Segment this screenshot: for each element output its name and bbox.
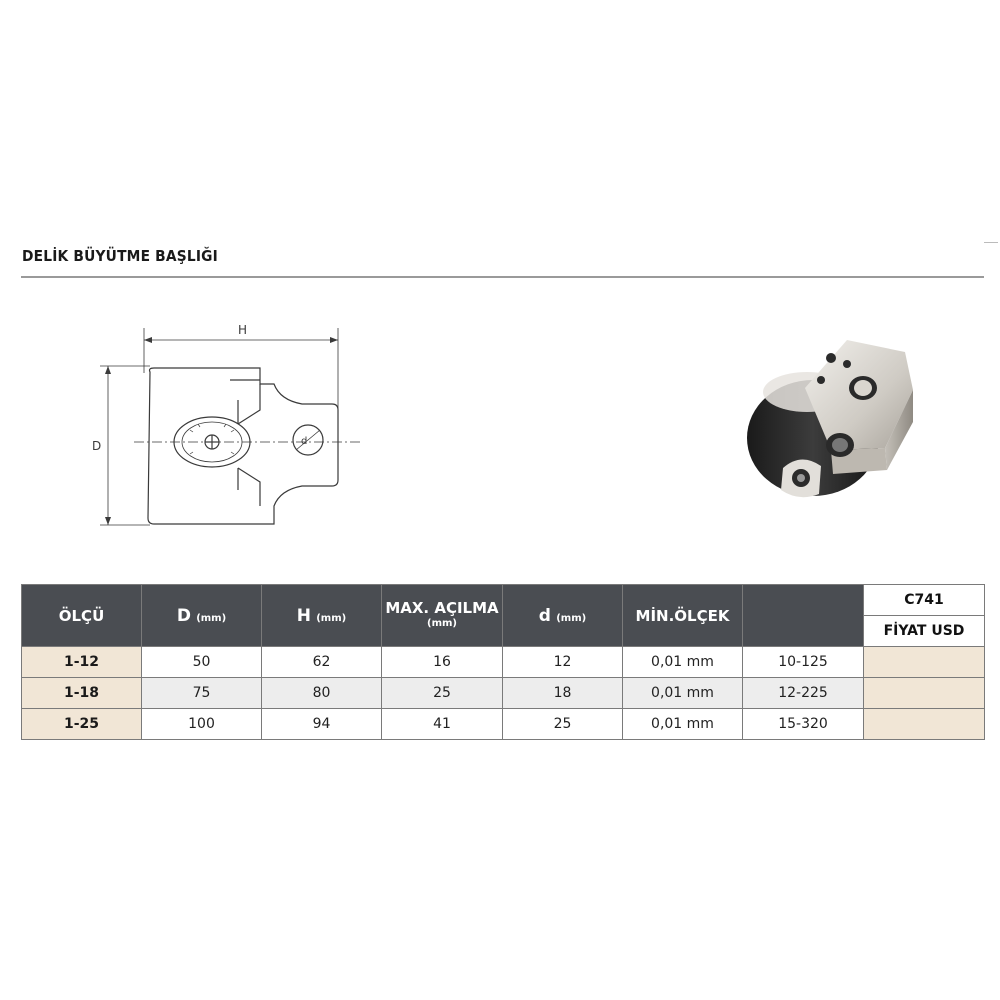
spec-table <box>21 584 985 740</box>
cell-min-scale: 0,01 mm <box>623 709 743 740</box>
header-price: FİYAT USD <box>864 616 985 647</box>
cell-min-scale: 0,01 mm <box>623 647 743 678</box>
cell-max-opening: 16 <box>382 647 503 678</box>
title-divider <box>21 276 984 278</box>
table-row <box>22 647 985 678</box>
table-row <box>22 678 985 709</box>
page-title: DELİK BÜYÜTME BAŞLIĞI <box>22 247 219 265</box>
dimension-label-h: H <box>238 323 248 337</box>
cell-h: 62 <box>262 647 382 678</box>
cell-range: 12-225 <box>743 678 864 709</box>
dimension-label-d-big: D <box>92 439 102 453</box>
cell-h: 80 <box>262 678 382 709</box>
header-min-scale: MİN.ÖLÇEK <box>623 585 743 647</box>
cell-d-small: 12 <box>503 647 623 678</box>
cell-size: 1-25 <box>22 709 142 740</box>
cell-min-scale: 0,01 mm <box>623 678 743 709</box>
corner-mark <box>984 242 998 243</box>
product-photo <box>735 330 920 510</box>
header-product-code: C741 <box>864 585 985 616</box>
header-max-opening: MAX. AÇILMA (mm) <box>382 585 503 647</box>
cell-size: 1-18 <box>22 678 142 709</box>
technical-drawing <box>80 318 370 538</box>
cell-d-big: 75 <box>142 678 262 709</box>
cell-range: 15-320 <box>743 709 864 740</box>
cell-d-small: 25 <box>503 709 623 740</box>
header-d-small: d (mm) <box>503 585 623 647</box>
cell-d-big: 100 <box>142 709 262 740</box>
header-d-big: D (mm) <box>142 585 262 647</box>
cell-max-opening: 41 <box>382 709 503 740</box>
cell-h: 94 <box>262 709 382 740</box>
cell-price <box>864 709 985 740</box>
header-h: H (mm) <box>262 585 382 647</box>
cell-price <box>864 647 985 678</box>
header-range <box>743 585 864 647</box>
cell-max-opening: 25 <box>382 678 503 709</box>
cell-d-small: 18 <box>503 678 623 709</box>
table-row <box>22 709 985 740</box>
cell-range: 10-125 <box>743 647 864 678</box>
cell-d-big: 50 <box>142 647 262 678</box>
header-size: ÖLÇÜ <box>22 585 142 647</box>
dimension-label-d-small: d <box>301 436 308 447</box>
cell-price <box>864 678 985 709</box>
cell-size: 1-12 <box>22 647 142 678</box>
